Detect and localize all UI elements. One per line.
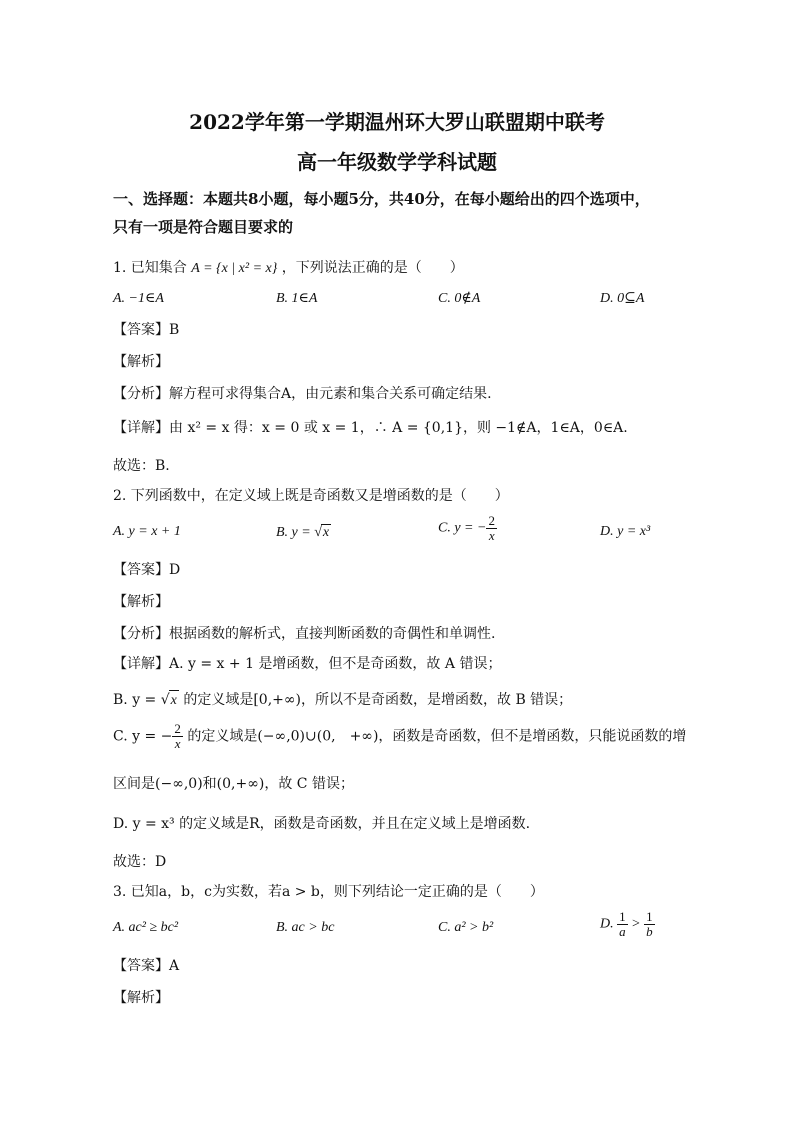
q2-detail-c-denominator: x: [174, 736, 181, 751]
q1-prefix: 1. 已知集合: [113, 260, 187, 276]
q1-detail: 【详解】由 x² = x 得：x = 0 或 x = 1，∴ A = {0,1}，则 −1∉A，1∈A，0∈A.: [113, 420, 628, 436]
q2-option-c-fraction: [486, 514, 497, 543]
q1-suffix: ，下列说法正确的是（ ）: [281, 260, 464, 276]
q1-option-a: A. −1∈A: [113, 291, 164, 306]
q2-option-a: A. y = x + 1: [113, 524, 181, 539]
q3-option-d-denominator-2: b: [646, 924, 653, 939]
q1-stem: [113, 258, 464, 279]
q1-option-d: D. 0⊆A: [600, 291, 645, 306]
q2-detail-b-suffix: 的定义域是[0,+∞)，所以不是奇函数，是增函数，故 B 错误；: [178, 692, 573, 708]
q2-option-d: D. y = x³: [600, 524, 651, 539]
q1-answer: 【答案】B: [113, 322, 180, 338]
section-heading-line2: 只有一项是符合题目要求的: [113, 218, 294, 236]
q2-detail-b-radicand: x: [169, 690, 179, 711]
q3-option-d-numerator-2: 1: [646, 909, 653, 924]
q2-answer: 【答案】D: [113, 562, 181, 578]
q2-option-c: [438, 514, 497, 543]
sqrt-icon: √: [314, 525, 322, 540]
q2-detail-d: D. y = x³ 的定义域是R，函数是奇函数，并且在定义域上是增函数.: [113, 816, 531, 832]
q1-option-c: C. 0∉A: [438, 291, 481, 306]
q3-option-a: A. ac² ≥ bc²: [113, 920, 179, 935]
q2-option-b-radicand: x: [322, 525, 330, 540]
q1-set-expression: A = {x | x² = x}: [191, 261, 278, 276]
q2-detail-c-prefix: C. y = −: [113, 728, 173, 745]
q3-option-d-prefix: D.: [600, 916, 618, 932]
q2-detail-c-suffix: 的定义域是(−∞,0)∪(0, +∞)，函数是奇函数，但不是增函数，只能说函数的增: [182, 728, 687, 745]
q1-analysis-label: 【解析】: [113, 354, 169, 370]
q2-detail-c-fraction: [172, 722, 183, 751]
exam-title: 2022学年第一学期温州环大罗山联盟期中联考: [189, 110, 605, 134]
q3-option-d-fraction-1: [617, 910, 628, 939]
q2-option-c-prefix: C. y = −: [438, 520, 487, 536]
q2-choose: 故选：D: [113, 854, 167, 870]
q2-stem: 2. 下列函数中，在定义域上既是奇函数又是增函数的是（ ）: [113, 488, 509, 504]
q1-choose: 故选：B.: [113, 458, 170, 474]
q2-option-b-prefix: B. y =: [276, 525, 315, 540]
q3-option-b: B. ac > bc: [276, 920, 335, 935]
q3-option-d-numerator-1: 1: [619, 909, 626, 924]
q2-detail-c-line2: 区间是(−∞,0)和(0,+∞)，故 C 错误；: [113, 776, 354, 792]
q3-stem: 3. 已知a，b，c为实数，若a > b，则下列结论一定正确的是（ ）: [113, 884, 544, 900]
sqrt-icon: √: [160, 692, 170, 708]
q3-option-d-denominator-1: a: [619, 924, 626, 939]
q3-option-d-gt: >: [627, 916, 645, 932]
q2-detail-c-numerator: 2: [174, 721, 181, 736]
exam-subtitle: 高一年级数学学科试题: [297, 150, 497, 174]
q3-option-d: [600, 910, 655, 939]
q2-fenxi: 【分析】根据函数的解析式，直接判断函数的奇偶性和单调性.: [113, 626, 496, 642]
q3-analysis-label: 【解析】: [113, 990, 169, 1006]
q2-option-c-numerator: 2: [488, 513, 495, 528]
q2-detail-b-prefix: B. y =: [113, 692, 161, 708]
q1-option-b: B. 1∈A: [276, 291, 318, 306]
q2-detail-c: [113, 722, 686, 751]
q3-option-c: C. a² > b²: [438, 920, 494, 935]
q2-option-c-denominator: x: [488, 528, 495, 543]
q2-detail-b: [113, 690, 572, 711]
q2-detail-a: 【详解】A. y = x + 1 是增函数，但不是奇函数，故 A 错误；: [113, 656, 502, 672]
q2-analysis-label: 【解析】: [113, 594, 169, 610]
section-heading-line1: 一、选择题：本题共8小题，每小题5分，共40分，在每小题给出的四个选项中，: [113, 190, 650, 208]
q1-fenxi: 【分析】解方程可求得集合A，由元素和集合关系可确定结果.: [113, 386, 492, 402]
q3-option-d-fraction-2: [644, 910, 655, 939]
q2-option-b: [276, 524, 331, 541]
q3-answer: 【答案】A: [113, 958, 180, 974]
